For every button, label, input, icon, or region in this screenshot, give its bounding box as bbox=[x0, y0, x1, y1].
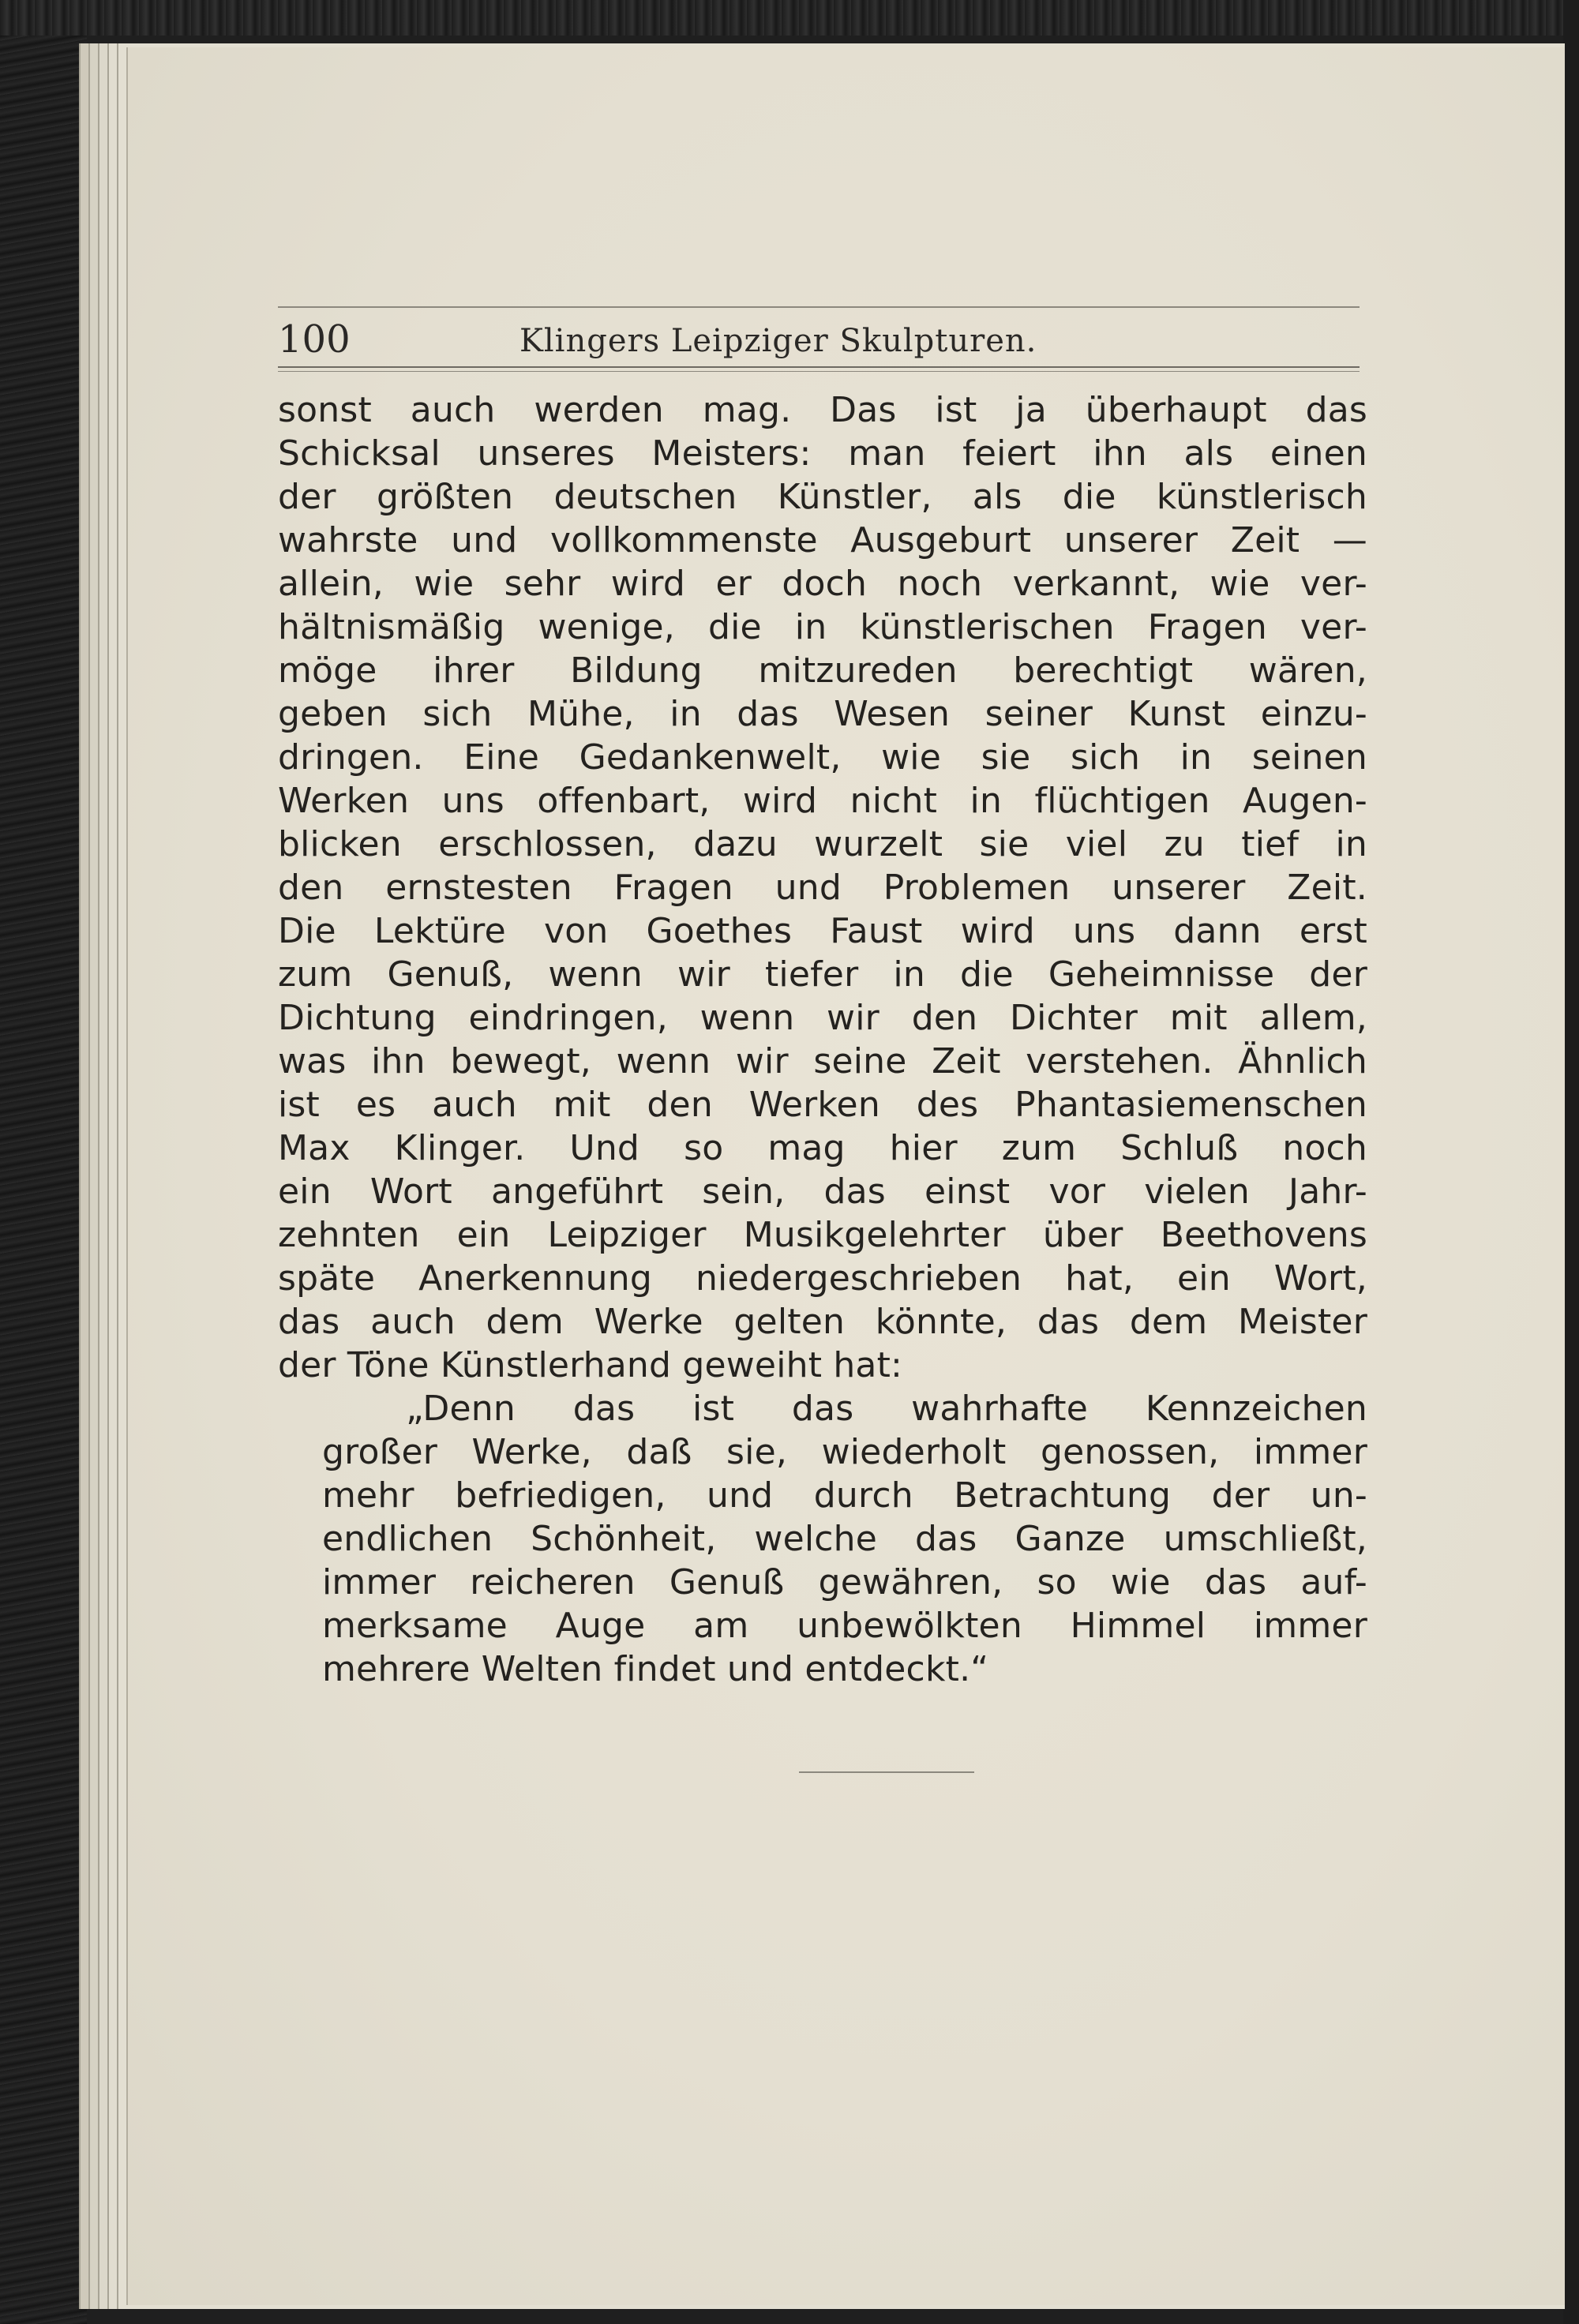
running-title: Klingers Leipziger Skulpturen. bbox=[519, 323, 1037, 359]
text-line: geben sich Mühe, in das Wesen seiner Kunst einzu- bbox=[278, 694, 1367, 734]
end-rule bbox=[799, 1771, 974, 1773]
text-line: zehnten ein Leipziger Musikgelehrter über Beethovens bbox=[278, 1215, 1367, 1255]
body-text bbox=[278, 388, 1367, 1691]
text-line: Werken uns offenbart, wird nicht in flüchtigen Augen- bbox=[278, 781, 1367, 821]
text-line: hältnismäßig wenige, die in künstlerischen Fragen ver- bbox=[278, 607, 1367, 647]
running-header bbox=[278, 306, 1360, 371]
book-cover-top bbox=[0, 0, 1579, 36]
text-line: der größten deutschen Künstler, als die künstlerisch bbox=[278, 477, 1367, 517]
text-line: möge ihrer Bildung mitzureden berechtigt wären, bbox=[278, 650, 1367, 691]
text-line: sonst auch werden mag. Das ist ja überhaupt das bbox=[278, 390, 1367, 430]
header-rule-top bbox=[278, 306, 1360, 308]
text-line: blicken erschlossen, dazu wurzelt sie viel zu tief in bbox=[278, 824, 1367, 864]
quote-line: großer Werke, daß sie, wiederholt genossen, immer bbox=[322, 1432, 1367, 1472]
book-cover-right bbox=[1563, 0, 1579, 2324]
book-cover-left bbox=[0, 0, 87, 2324]
text-line: der Töne Künstlerhand geweiht hat: bbox=[278, 1345, 903, 1385]
text-line: ein Wort angeführt sein, das einst vor vielen Jahr- bbox=[278, 1171, 1367, 1212]
quote-line: immer reicheren Genuß gewähren, so wie das auf- bbox=[322, 1562, 1367, 1602]
text-line: zum Genuß, wenn wir tiefer in die Geheimnisse der bbox=[278, 954, 1367, 995]
text-line: Dichtung eindringen, wenn wir den Dichter mit allem, bbox=[278, 998, 1367, 1038]
page-number: 100 bbox=[278, 317, 351, 362]
header-rule-bottom bbox=[278, 366, 1360, 372]
text-line: wahrste und vollkommenste Ausgeburt unserer Zeit — bbox=[278, 520, 1367, 560]
text-line: Schicksal unseres Meisters: man feiert ihn als einen bbox=[278, 433, 1367, 474]
text-line: das auch dem Werke gelten könnte, das dem Meister bbox=[278, 1302, 1367, 1342]
quote-line: „Denn das ist das wahrhafte Kennzeichen bbox=[406, 1389, 1367, 1429]
text-line: den ernstesten Fragen und Problemen unserer Zeit. bbox=[278, 868, 1367, 908]
text-line: Max Klinger. Und so mag hier zum Schluß noch bbox=[278, 1128, 1367, 1168]
text-line: dringen. Eine Gedankenwelt, wie sie sich in seinen bbox=[278, 737, 1367, 778]
text-line: Die Lektüre von Goethes Faust wird uns dann erst bbox=[278, 911, 1367, 951]
text-line: was ihn bewegt, wenn wir seine Zeit verstehen. Ähnlich bbox=[278, 1041, 1367, 1081]
quote-line: endlichen Schönheit, welche das Ganze umschließt, bbox=[322, 1519, 1367, 1559]
text-line: späte Anerkennung niedergeschrieben hat, ein Wort, bbox=[278, 1258, 1367, 1299]
quote-line: mehrere Welten findet und entdeckt.“ bbox=[322, 1649, 989, 1689]
block-quote bbox=[322, 1387, 1367, 1691]
text-line: allein, wie sehr wird er doch noch verkannt, wie ver- bbox=[278, 564, 1367, 604]
quote-line: merksame Auge am unbewölkten Himmel immer bbox=[322, 1606, 1367, 1646]
quote-line: mehr befriedigen, und durch Betrachtung der un- bbox=[322, 1475, 1367, 1516]
text-line: ist es auch mit den Werken des Phantasiemenschen bbox=[278, 1085, 1367, 1125]
paragraph bbox=[278, 388, 1367, 1387]
